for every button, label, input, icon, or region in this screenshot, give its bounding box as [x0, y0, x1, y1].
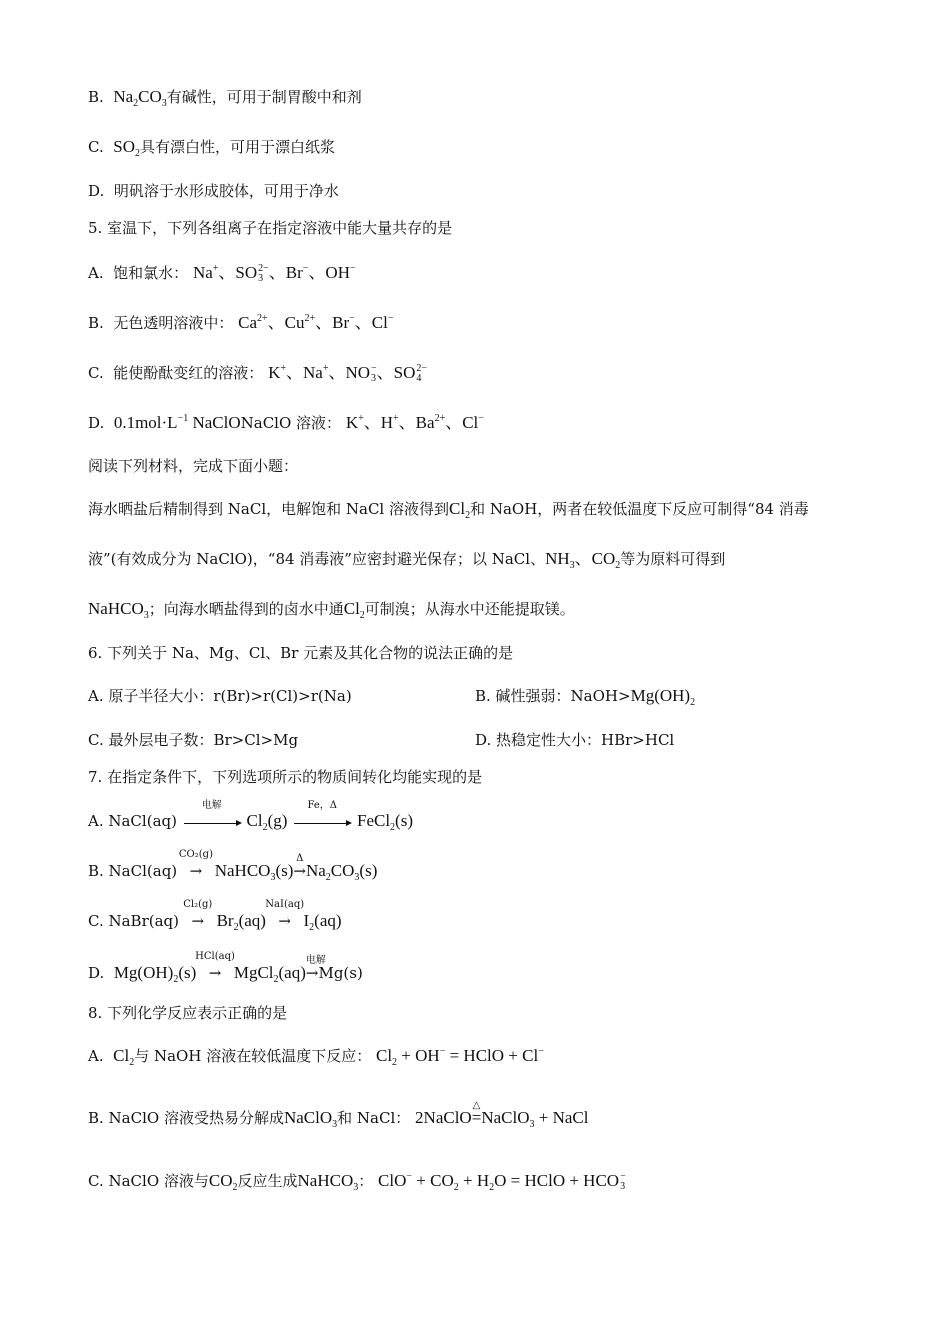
equation: $Cl_2 + OH^-$ = HClO + Cl− — [375, 1046, 544, 1068]
reaction-arrow: 电解 — [182, 811, 242, 833]
ion-list: Na+、SO 2− 3 、Br−、OH− — [192, 263, 356, 285]
ion-list: $Ca^{2+}$、$Cu^{2+}$、Br−、Cl− — [238, 313, 394, 332]
product-br2: $Br_2(aq)$ — [216, 911, 266, 933]
reaction-arrow: Δ → — [293, 853, 306, 880]
q8-option-a: A. $Cl_2$与 NaOH 溶液在较低温度下反应： $Cl_2 + OH^-$ = HClO + Cl− — [88, 1046, 544, 1068]
equation: 2NaClO △ =NaClO$_3$ + NaCl — [415, 1100, 589, 1130]
formula-nahco3: NaHCO$_3$ — [88, 599, 149, 621]
reading-paragraph-line-2: 液”(有效成分为 NaClO)，“84 消毒液”应密封避光保存；以 NaCl、$NH_3$、$CO_2$等为原料可得到 — [88, 549, 726, 571]
reaction-arrow: Fe，Δ — [292, 811, 352, 833]
formula-cl2: $Cl_2$ — [113, 1046, 135, 1068]
q7-option-c: C. NaBr(aq) Cl₂(g) → $Br_2(aq)$ NaI(aq) → $I_2(aq)$ — [88, 899, 342, 933]
formula-nahco3: NaHCO$_3$ — [297, 1171, 359, 1193]
reactant-mgoh2: $Mg(OH)_2(s)$ — [113, 963, 197, 985]
q5-option-b: B. 无色透明溶液中： $Ca^{2+}$、$Cu^{2+}$、Br−、Cl− — [88, 313, 394, 332]
reaction-arrow: NaI(aq) → — [265, 899, 305, 930]
q8-option-b: B. NaClO 溶液受热易分解成NaClO$_3$和 NaCl： 2NaClO △ =NaClO$_3$ + NaCl — [88, 1100, 589, 1130]
q7-option-a: A. NaCl(aq) 电解 $Cl_2(g)$ Fe，Δ FeCl$_2$(s) — [88, 800, 413, 833]
reading-paragraph-line-1: 海水晒盐后精制得到 NaCl，电解饱和 NaCl 溶液得到$Cl_2$和 NaOH，两者在较低温度下反应可制得“84 消毒 — [88, 499, 809, 521]
q5-option-d: D. $0.1mol\cdot L^{-1}$ NaClONaClO 溶液： K+、H+、$Ba^{2+}$、Cl− — [88, 413, 484, 432]
concentration: $0.1mol\cdot L^{-1}$ NaClO — [113, 413, 241, 432]
reaction-arrow: HCl(aq) → — [195, 951, 235, 982]
formula-so2: $SO_2$ — [113, 137, 140, 159]
reaction-arrow: Cl₂(g) → — [183, 899, 213, 930]
reaction-arrow: 电解 → — [305, 955, 326, 982]
formula-naclo3: NaClO$_3$ — [283, 1108, 338, 1130]
q6-option-a: A. 原子半径大小：r(Br)>r(Cl)>r(Na) — [88, 687, 352, 705]
q7-stem: 7. 在指定条件下，下列选项所示的物质间转化均能实现的是 — [88, 768, 483, 786]
product-na2co3: $Na_2CO_3(s)$ — [305, 861, 378, 883]
q4-option-b: B. $Na_2CO_3$有碱性，可用于制胃酸中和剂 — [88, 87, 362, 109]
product-fecl2: FeCl$_2$(s) — [356, 811, 413, 833]
q6-stem: 6. 下列关于 Na、Mg、Cl、Br 元素及其化合物的说法正确的是 — [88, 644, 514, 662]
q8-stem: 8. 下列化学反应表示正确的是 — [88, 1004, 288, 1022]
product-mgcl2: MgCl$_2$(aq) — [233, 963, 306, 985]
q5-option-a: A. 饱和氯水： Na+、SO 2− 3 、Br−、OH− — [88, 263, 356, 285]
q4-option-d: D. 明矾溶于水形成胶体，可用于净水 — [88, 182, 339, 200]
q5-option-c: C. 能使酚酞变红的溶液： K+、Na+、NO − 3 、SO 2− 4 — [88, 363, 428, 385]
ion-list: K+、Na+、NO − 3 、SO 2− 4 — [268, 363, 428, 385]
q6-option-c: C. 最外层电子数：Br>Cl>Mg — [88, 731, 299, 749]
q7-option-d: D. $Mg(OH)_2(s)$ HCl(aq) → MgCl$_2$(aq) 电解 →Mg(s) — [88, 951, 363, 985]
q8-option-c: C. NaClO 溶液与$CO_2$反应生成NaHCO$_3$： $ClO^- + CO_2 + H_2O$ = HClO + HCO − 3 — [88, 1171, 626, 1193]
product-cl2: $Cl_2(g)$ — [246, 811, 288, 833]
formula-nh3-co2: $NH_3$、$CO_2$ — [545, 549, 621, 571]
formula-na2co3: $Na_2CO_3$ — [113, 87, 167, 109]
product-nahco3: NaHCO$_3$(s) — [214, 861, 294, 883]
q7-option-b: B. NaCl(aq) CO₂(g) → NaHCO$_3$(s) Δ $\to Na_2CO_3(s)$ — [88, 849, 378, 883]
product-mg: Mg(s) — [318, 964, 363, 982]
formula-co2: $CO_2$ — [208, 1171, 238, 1193]
formula-cl2: $Cl_2$ — [343, 599, 365, 621]
equation: $ClO^- + CO_2 + H_2O$ = HClO + HCO − 3 — [378, 1171, 626, 1193]
q5-stem: 5. 室温下，下列各组离子在指定溶液中能大量共存的是 — [88, 219, 453, 237]
reading-intro: 阅读下列材料，完成下面小题： — [88, 457, 299, 475]
formula-cl2: $Cl_2$ — [449, 499, 471, 521]
ion-list: K+、H+、$Ba^{2+}$、Cl− — [345, 413, 484, 432]
q6-option-b: B. 碱性强弱：$NaOH>Mg(OH)_2$ — [475, 686, 696, 708]
formula-mgoh2: $Mg(OH)_2$ — [630, 686, 696, 708]
product-i2: $I_2(aq)$ — [303, 911, 342, 933]
reading-paragraph-line-3: NaHCO$_3$；向海水晒盐得到的卤水中通$Cl_2$可制溴；从海水中还能提取镁。 — [88, 599, 575, 621]
q4-option-c: C. $SO_2$具有漂白性，可用于漂白纸浆 — [88, 137, 336, 159]
reaction-arrow: CO₂(g) → — [178, 849, 213, 880]
q6-option-d: D. 热稳定性大小：HBr>HCl — [475, 731, 675, 749]
